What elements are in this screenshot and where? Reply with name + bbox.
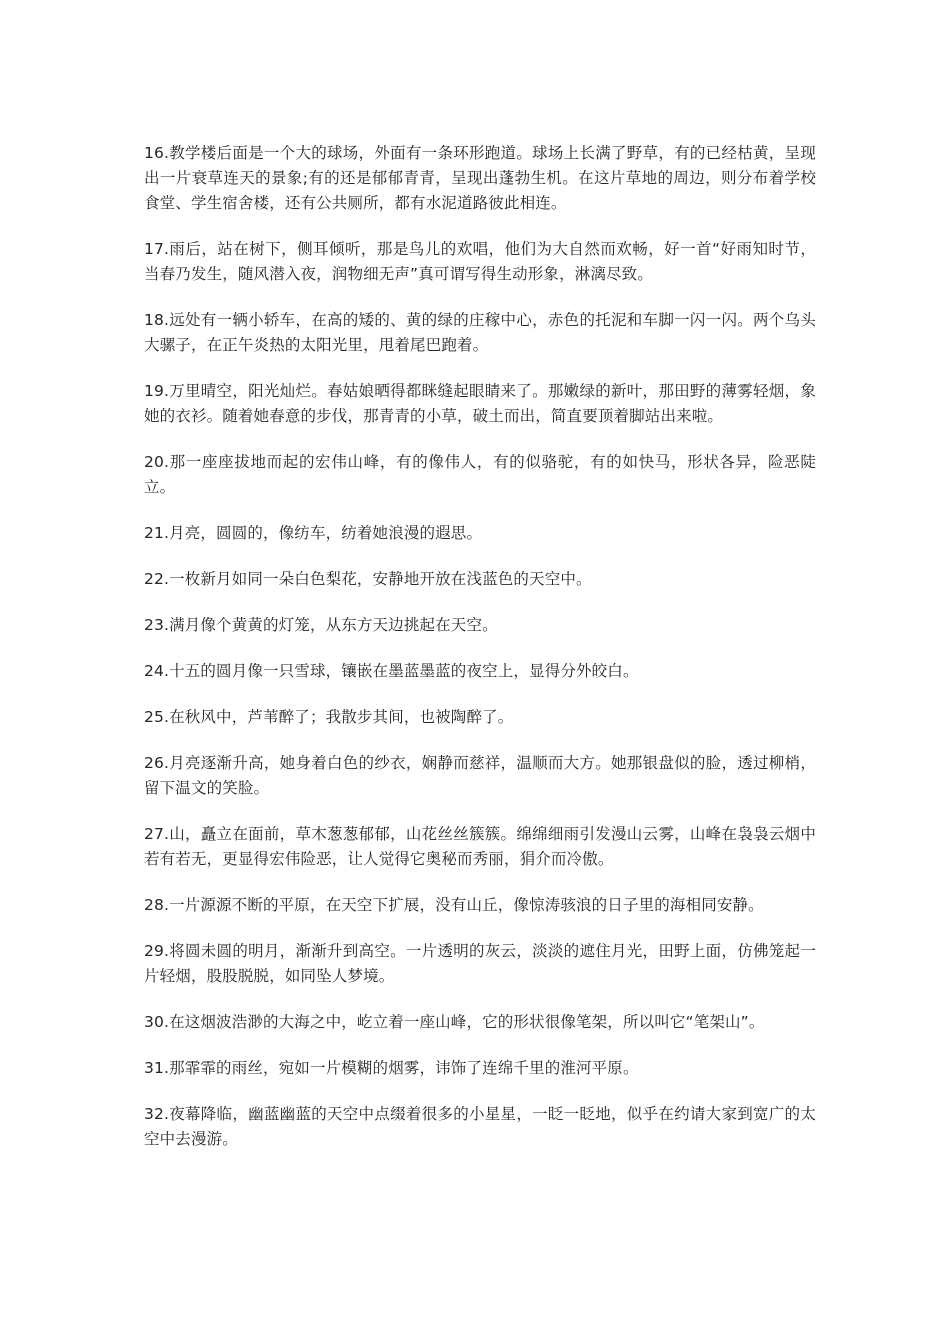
paragraph-25: 25.在秋风中，芦苇醉了；我散步其间，也被陶醉了。	[144, 708, 514, 726]
paragraph-22: 22.一枚新月如同一朵白色梨花，安静地开放在浅蓝色的天空中。	[144, 570, 592, 588]
paragraph-24: 24.十五的圆月像一只雪球，镶嵌在墨蓝墨蓝的夜空上，显得分外皎白。	[144, 662, 639, 680]
paragraph-20: 20.那一座座拔地而起的宏伟山峰，有的像伟人，有的似骆驼，有的如快马，形状各异，险恶陡立。	[144, 453, 816, 496]
paragraph-16: 16.教学楼后面是一个大的球场，外面有一条环形跑道。球场上长满了野草，有的已经枯黄，呈现出一片衰草连天的景象;有的还是郁郁青青，呈现出蓬勃生机。在这片草地的周边，则分布着学校食堂、学生宿舍楼，还有公共厕所，都有水泥道路彼此相连。	[144, 144, 816, 212]
paragraph-17: 17.雨后，站在树下，侧耳倾听，那是鸟儿的欢唱，他们为大自然而欢畅，好一首“好雨知时节，当春乃发生，随风潜入夜，润物细无声”真可谓写得生动形象，淋漓尽致。	[144, 240, 816, 283]
paragraph-21: 21.月亮，圆圆的，像纺车，纺着她浪漫的遐思。	[144, 524, 483, 542]
paragraph-31: 31.那霏霏的雨丝，宛如一片模糊的烟雾，讳饰了连绵千里的淮河平原。	[144, 1059, 639, 1077]
paragraph-23: 23.满月像个黄黄的灯笼，从东方天边挑起在天空。	[144, 616, 498, 634]
paragraph-26: 26.月亮逐渐升高，她身着白色的纱衣，娴静而慈祥，温顺而大方。她那银盘似的脸，透过柳梢，留下温文的笑脸。	[144, 754, 816, 797]
paragraph-18: 18.远处有一辆小轿车，在高的矮的、黄的绿的庄稼中心，赤色的托泥和车脚一闪一闪。两个乌头大骡子，在正午炎热的太阳光里，甩着尾巴跑着。	[144, 311, 816, 354]
paragraph-28: 28.一片源源不断的平原，在天空下扩展，没有山丘，像惊涛骇浪的日子里的海相同安静。	[144, 896, 764, 914]
paragraph-30: 30.在这烟波浩渺的大海之中，屹立着一座山峰，它的形状很像笔架，所以叫它“笔架山”。	[144, 1013, 765, 1031]
paragraph-29: 29.将圆未圆的明月，渐渐升到高空。一片透明的灰云，淡淡的遮住月光，田野上面，仿佛笼起一片轻烟，股股脱脱，如同坠人梦境。	[144, 942, 816, 985]
document-body	[144, 141, 816, 1173]
paragraph-32: 32.夜幕降临，幽蓝幽蓝的天空中点缀着很多的小星星，一眨一眨地，似乎在约请大家到宽广的太空中去漫游。	[144, 1105, 816, 1148]
paragraph-19: 19.万里晴空，阳光灿烂。春姑娘晒得都眯缝起眼睛来了。那嫩绿的新叶，那田野的薄雾轻烟，象她的衣衫。随着她春意的步伐，那青青的小草，破土而出，简直要顶着脚站出来啦。	[144, 382, 816, 425]
paragraph-27: 27.山，矗立在面前，草木葱葱郁郁，山花丝丝簇簇。绵绵细雨引发漫山云雾，山峰在袅袅云烟中若有若无，更显得宏伟险恶，让人觉得它奥秘而秀丽，狷介而冷傲。	[144, 825, 816, 868]
